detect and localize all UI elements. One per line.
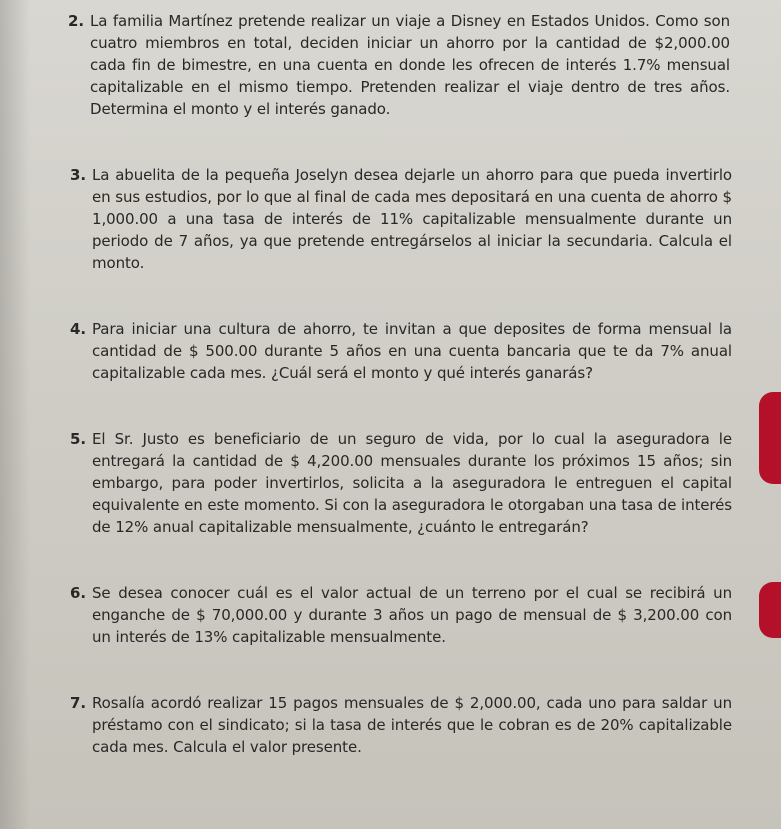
problem-2 [68,10,730,120]
problem-3 [70,164,732,274]
problem-number: 3. [70,166,87,184]
problem-number: 5. [70,430,87,448]
problem-number: 7. [70,694,87,712]
problem-text: La familia Martínez pretende realizar un viaje a Disney en Estados Unidos. Como son cuatro miembros en total, deciden iniciar un ahorro por la cantidad de $2,000.00 cada fin de bimestre, en una cuenta en donde les ofrecen de interés 1.7% mensual capitalizable en el mismo tiempo. Pretenden realizar el viaje dentro de tres años. Determina el monto y el interés ganado. [90,12,730,118]
problem-text: El Sr. Justo es beneficiario de un seguro de vida, por lo cual la aseguradora le entregará la cantidad de $ 4,200.00 mensuales durante los próximos 15 años; sin embargo, para poder invertirlos, solicita a la aseguradora le entreguen el capital equivalente en este momento. Si con la aseguradora le otorgaban una tasa de interés de 12% anual capitalizable mensualmente, ¿cuánto le entregarán? [92,430,732,536]
problem-4 [70,318,732,384]
problem-text: Se desea conocer cuál es el valor actual de un terreno por el cual se recibirá un enganche de $ 70,000.00 y durante 3 años un pago de mensual de $ 3,200.00 con un interés de 13% capitalizable mensualmente. [92,584,732,646]
problem-6 [70,582,732,648]
problem-number: 4. [70,320,87,338]
problem-text: Para iniciar una cultura de ahorro, te invitan a que deposites de forma mensual la cantidad de $ 500.00 durante 5 años en una cuenta bancaria que te da 7% anual capitalizable cada mes. ¿Cuál será el monto y qué interés ganarás? [92,320,732,382]
problem-number: 2. [68,12,85,30]
problem-text: Rosalía acordó realizar 15 pagos mensuales de $ 2,000.00, cada uno para saldar un préstamo con el sindicato; si la tasa de interés que le cobran es de 20% capitalizable cada mes. Calcula el valor presente. [92,694,732,756]
problem-5 [70,428,732,538]
problem-number: 6. [70,584,87,602]
problem-text: La abuelita de la pequeña Joselyn desea dejarle un ahorro para que pueda invertirlo en sus estudios, por lo que al final de cada mes depositará en una cuenta de ahorro $ 1,000.00 a una tasa de interés de 11% capitalizable mensualmente durante un periodo de 7 años, ya que pretende entregárselos al iniciar la secundaria. Calcula el monto. [92,166,732,272]
problem-7 [70,692,732,758]
